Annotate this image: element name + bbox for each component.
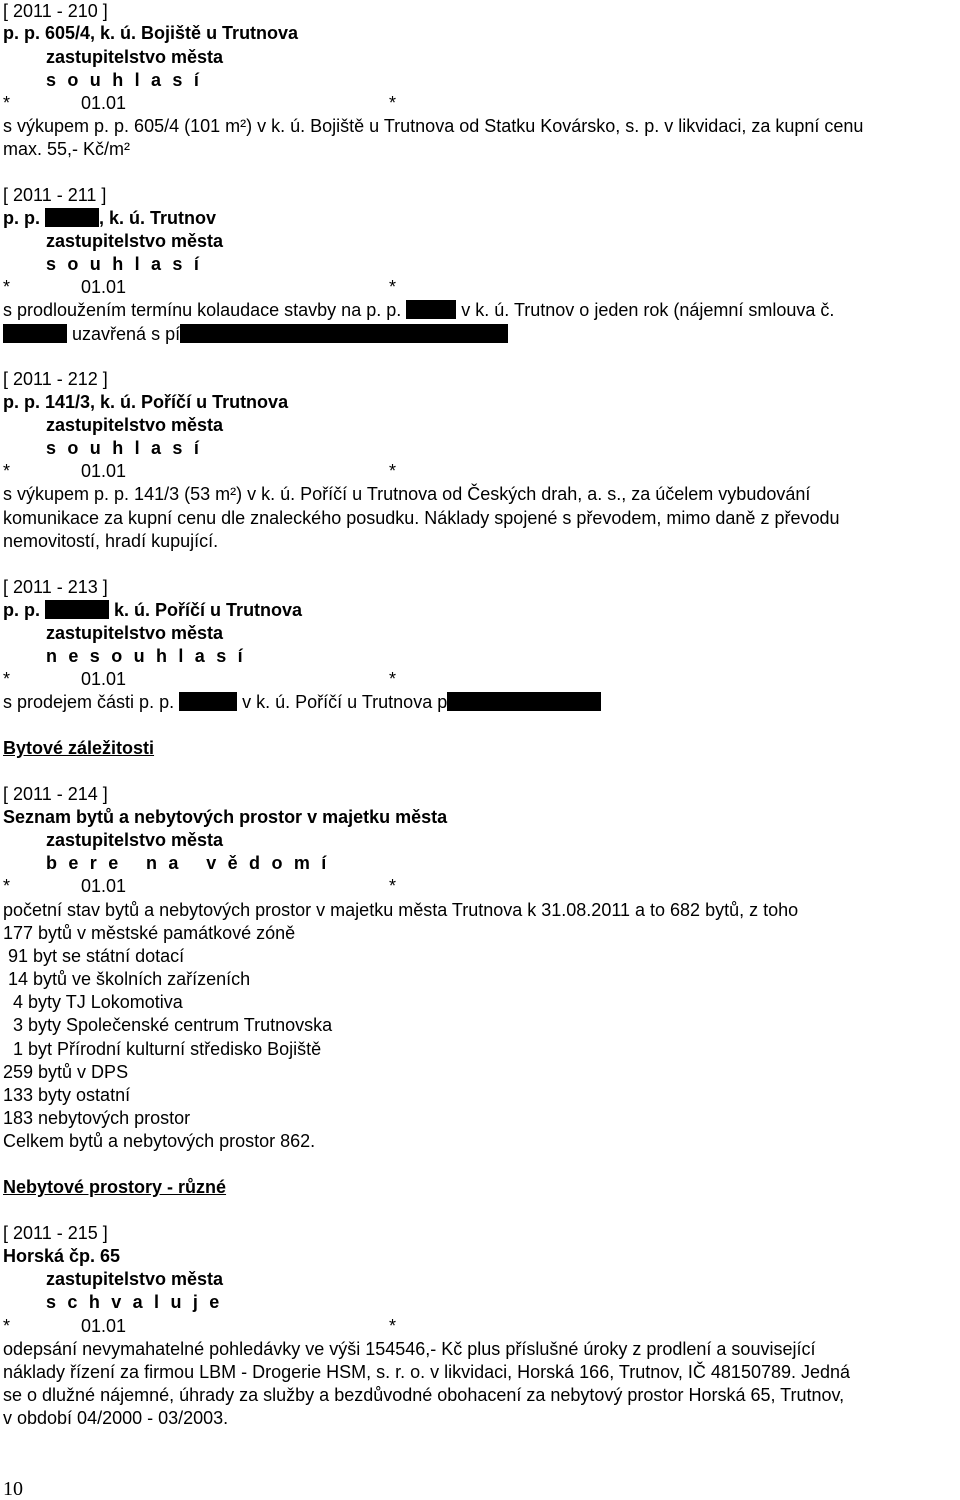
item-number: 01.01 [81, 277, 127, 297]
redaction-block [179, 692, 237, 711]
title-part: p. p. [3, 208, 40, 228]
resolution-215-title: Horská čp. 65 [3, 1246, 121, 1266]
resolution-213-number: [ 2011 - 213 ] [3, 577, 108, 597]
resolution-214-item-stamp: * 01.01 * [3, 876, 397, 896]
text-part: s prodloužením termínu kolaudace stavby na p. p. [3, 300, 402, 320]
item-number: 01.01 [81, 876, 127, 896]
redaction-block [45, 600, 109, 619]
resolution-214-number: [ 2011 - 214 ] [3, 784, 108, 804]
resolution-210-verdict: s o u h l a s í [46, 70, 203, 90]
item-number: 01.01 [81, 669, 127, 689]
resolution-211-text [3, 299, 834, 321]
redaction-block [45, 208, 99, 227]
resolution-210-number: [ 2011 - 210 ] [3, 1, 108, 21]
resolution-214-verdict: b e r e n a v ě d o m í [46, 853, 330, 873]
resolution-215-text: odepsání nevymahatelné pohledávky ve výši 154546,- Kč plus příslušné úroky z prodlení a související [3, 1339, 816, 1359]
resolution-213-body: zastupitelstvo města [46, 623, 224, 643]
resolution-213-text [3, 691, 601, 713]
housing-breakdown-item: 183 nebytových prostor [3, 1108, 191, 1128]
resolution-215-verdict: s c h v a l u j e [46, 1292, 223, 1312]
text-part: uzavřená s pí [72, 324, 181, 344]
text-part: s prodejem části p. p. [3, 692, 175, 712]
resolution-212-verdict: s o u h l a s í [46, 438, 203, 458]
resolution-212-title: p. p. 141/3, k. ú. Poříčí u Trutnova [3, 392, 289, 412]
resolution-215-text: se o dlužné nájemné, úhrady za služby a bezdůvodné obohacení za nebytový prostor Horská 65, Trutnov, [3, 1385, 845, 1405]
resolution-213-title [3, 599, 302, 621]
resolution-215-text: v období 04/2000 - 03/2003. [3, 1408, 229, 1428]
resolution-211-item-stamp: * 01.01 * [3, 277, 397, 297]
resolution-213-verdict: n e s o u h l a s í [46, 646, 246, 666]
housing-breakdown-item: 3 byty Společenské centrum Trutnovska [3, 1015, 333, 1035]
text-part: v k. ú. Poříčí u Trutnova p [242, 692, 448, 712]
resolution-212-text: s výkupem p. p. 141/3 (53 m²) v k. ú. Poříčí u Trutnova od Českých drah, a. s., za účelem vybudování [3, 484, 811, 504]
resolution-212-text: komunikace za kupní cenu dle znaleckého posudku. Náklady spojené s převodem, mimo daně z převodu [3, 508, 840, 528]
page-number: 10 [3, 1478, 23, 1500]
text-part: v k. ú. Trutnov o jeden rok (nájemní smlouva č. [461, 300, 835, 320]
resolution-211-verdict: s o u h l a s í [46, 254, 203, 274]
item-number: 01.01 [81, 93, 127, 113]
resolution-212-item-stamp: * 01.01 * [3, 461, 397, 481]
section-heading-nonresidential: Nebytové prostory - různé [3, 1177, 227, 1197]
resolution-211-number: [ 2011 - 211 ] [3, 185, 107, 205]
item-number: 01.01 [81, 461, 127, 481]
redaction-block [447, 692, 601, 711]
resolution-210-title: p. p. 605/4, k. ú. Bojiště u Trutnova [3, 23, 299, 43]
housing-breakdown-total: Celkem bytů a nebytových prostor 862. [3, 1131, 316, 1151]
housing-breakdown-item: 133 byty ostatní [3, 1085, 131, 1105]
resolution-213-item-stamp: * 01.01 * [3, 669, 397, 689]
resolution-210-text: s výkupem p. p. 605/4 (101 m²) v k. ú. Bojiště u Trutnova od Statku Kovársko, s. p. v likvidaci, za kupní cenu [3, 116, 864, 136]
resolution-211-text [3, 323, 508, 345]
item-number: 01.01 [81, 1316, 127, 1336]
title-part: , k. ú. Trutnov [99, 208, 217, 228]
resolution-215-text: náklady řízení za firmou LBM - Drogerie HSM, s. r. o. v likvidaci, Horská 166, Trutnov, IČ 48150789. Jedná [3, 1362, 851, 1382]
resolution-210-text: max. 55,- Kč/m² [3, 139, 131, 159]
housing-breakdown-item: 259 bytů v DPS [3, 1062, 129, 1082]
redaction-block [406, 300, 456, 319]
section-heading-housing: Bytové záležitosti [3, 738, 155, 758]
resolution-212-text: nemovitostí, hradí kupující. [3, 531, 219, 551]
resolution-212-body: zastupitelstvo města [46, 415, 224, 435]
housing-breakdown-item: 177 bytů v městské památkové zóně [3, 923, 296, 943]
resolution-214-body: zastupitelstvo města [46, 830, 224, 850]
resolution-214-intro: početní stav bytů a nebytových prostor v majetku města Trutnova k 31.08.2011 a to 682 bytů, z toho [3, 900, 799, 920]
resolution-214-title: Seznam bytů a nebytových prostor v majetku města [3, 807, 448, 827]
title-part: k. ú. Poříčí u Trutnova [114, 600, 303, 620]
resolution-211-title [3, 207, 216, 229]
resolution-210-item-stamp: * 01.01 * [3, 93, 397, 113]
resolution-211-body: zastupitelstvo města [46, 231, 224, 251]
title-part: p. p. [3, 600, 40, 620]
housing-breakdown-item: 4 byty TJ Lokomotiva [3, 992, 183, 1012]
housing-breakdown-item: 14 bytů ve školních zařízeních [3, 969, 251, 989]
resolution-210-body: zastupitelstvo města [46, 47, 224, 67]
resolution-215-item-stamp: * 01.01 * [3, 1316, 397, 1336]
resolution-212-number: [ 2011 - 212 ] [3, 369, 108, 389]
redaction-block [180, 324, 508, 343]
resolution-215-body: zastupitelstvo města [46, 1269, 224, 1289]
redaction-block [3, 324, 67, 343]
housing-breakdown-item: 1 byt Přírodní kulturní středisko Bojiště [3, 1039, 322, 1059]
resolution-215-number: [ 2011 - 215 ] [3, 1223, 108, 1243]
housing-breakdown-item: 91 byt se státní dotací [3, 946, 185, 966]
